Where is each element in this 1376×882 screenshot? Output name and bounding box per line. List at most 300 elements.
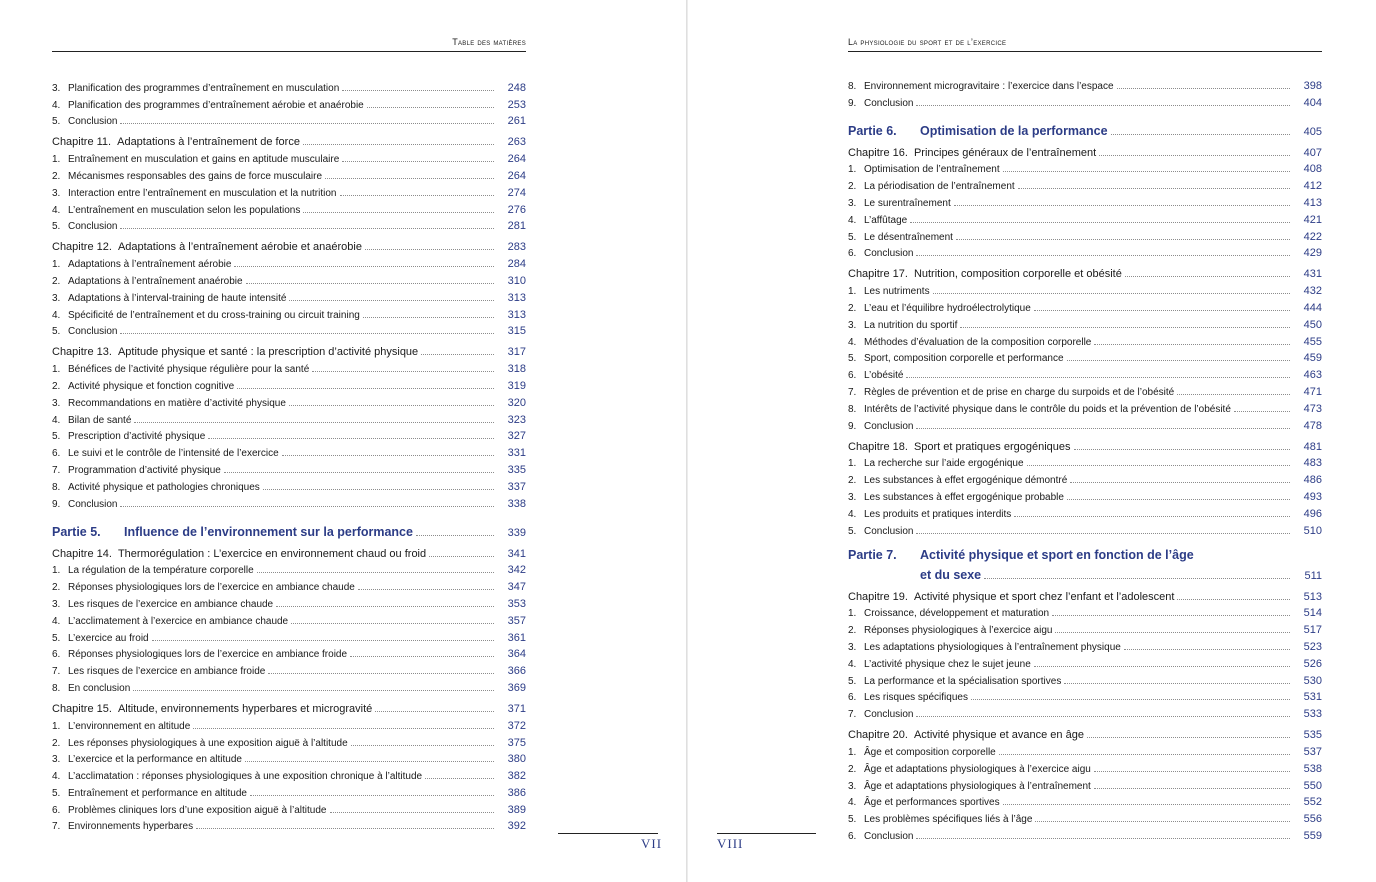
- chapter-number: Chapitre 20.: [848, 729, 908, 742]
- item-number: 7.: [52, 666, 61, 678]
- dot-leader: [933, 293, 1290, 294]
- page-number: 412: [1303, 180, 1322, 193]
- item-title: Les nutriments: [864, 286, 930, 298]
- dot-leader: [1094, 788, 1290, 789]
- chapter-number: Chapitre 17.: [848, 268, 908, 281]
- dot-leader: [416, 535, 494, 536]
- item-number: 1.: [52, 154, 61, 166]
- page-number: 496: [1303, 507, 1322, 520]
- item-title: Spécificité de l’entraînement et du cross-training ou circuit training: [68, 309, 360, 321]
- page-number: 429: [1303, 247, 1322, 260]
- chapter-number: Chapitre 11.: [52, 136, 112, 149]
- item-number: 5.: [848, 353, 857, 365]
- item-title: Adaptations à l’interval-training de haute intensité: [68, 292, 287, 304]
- item-number: 5.: [52, 326, 61, 338]
- dot-leader: [1067, 499, 1290, 500]
- dot-leader: [1014, 516, 1290, 517]
- toc-section-entry: [848, 192, 1322, 209]
- item-number: 8.: [52, 682, 61, 694]
- dot-leader: [358, 589, 494, 590]
- toc-section-entry: [52, 165, 526, 182]
- toc-section-entry: [52, 782, 526, 799]
- dot-leader: [1074, 449, 1291, 450]
- part-title: Activité physique et sport en fonction de l’âge: [920, 547, 1194, 562]
- page-number: 431: [1303, 268, 1322, 281]
- item-number: 5.: [52, 787, 61, 799]
- item-number: 7.: [52, 464, 61, 476]
- dot-leader: [1064, 683, 1290, 684]
- item-title: L’environnement en altitude: [68, 720, 191, 732]
- page-number: 320: [507, 396, 526, 409]
- item-number: 1.: [52, 364, 61, 376]
- dot-leader: [342, 161, 494, 162]
- item-number: 4.: [52, 99, 61, 111]
- item-number: 5.: [52, 116, 61, 128]
- part-number: Partie 6.: [848, 123, 897, 138]
- page-number: 550: [1303, 779, 1322, 792]
- chapter-title: Aptitude physique et santé : la prescription d’activité physique: [117, 346, 419, 359]
- item-number: 3.: [848, 491, 857, 503]
- item-number: 6.: [848, 692, 857, 704]
- item-title: Âge et composition corporelle: [864, 746, 996, 758]
- item-title: Réponses physiologiques lors de l’exercice en ambiance chaude: [68, 582, 355, 594]
- toc-section-entry: [52, 560, 526, 577]
- dot-leader: [1003, 804, 1290, 805]
- toc-section-entry: [848, 280, 1322, 297]
- item-number: 1.: [52, 565, 61, 577]
- page-number: 535: [1303, 729, 1322, 742]
- chapter-title: Principes généraux de l’entraînement: [913, 146, 1097, 159]
- dot-leader: [152, 640, 494, 641]
- toc-section-entry: [52, 358, 526, 375]
- toc-chapter-entry: [848, 142, 1322, 159]
- item-title: Le surentraînement: [864, 197, 951, 209]
- chapter-number: Chapitre 19.: [848, 590, 908, 603]
- toc-section-entry: [52, 765, 526, 782]
- item-title: La performance et la spécialisation sportives: [864, 675, 1062, 687]
- item-title: L’activité physique chez le sujet jeune: [864, 658, 1031, 670]
- item-number: 5.: [848, 814, 857, 826]
- page-number: 284: [507, 258, 526, 271]
- item-title: Conclusion: [864, 248, 914, 260]
- toc-section-entry: [52, 77, 526, 94]
- toc-section-entry: [848, 209, 1322, 226]
- dot-leader: [330, 812, 495, 813]
- page-number: 386: [507, 786, 526, 799]
- item-title: L’acclimatement à l’exercice en ambiance chaude: [68, 615, 289, 627]
- page-number: 315: [507, 325, 526, 338]
- item-number: 4.: [52, 204, 61, 216]
- item-number: 1.: [848, 286, 857, 298]
- page-number: 264: [507, 169, 526, 182]
- dot-leader: [1027, 465, 1290, 466]
- page-number: 413: [1303, 196, 1322, 209]
- chapter-title: Thermorégulation : L’exercice en environnement chaud ou froid: [117, 547, 427, 560]
- dot-leader: [245, 761, 494, 762]
- dot-leader: [1099, 155, 1290, 156]
- toc-chapter-entry: [52, 698, 526, 715]
- chapter-number: Chapitre 15.: [52, 702, 112, 715]
- toc-section-entry: [52, 375, 526, 392]
- toc-section-entry: [52, 576, 526, 593]
- dot-leader: [1087, 737, 1290, 738]
- item-title: Entraînement et performance en altitude: [68, 787, 247, 799]
- toc-section-entry: [52, 409, 526, 426]
- page-number: 511: [1304, 569, 1322, 582]
- toc-section-entry: [52, 199, 526, 216]
- dot-leader: [291, 623, 494, 624]
- dot-leader: [365, 249, 494, 250]
- item-title: Environnement microgravitaire : l’exercice dans l’espace: [864, 80, 1114, 92]
- toc-section-entry: [52, 799, 526, 816]
- chapter-number: Chapitre 13.: [52, 346, 112, 359]
- item-number: 1.: [848, 458, 857, 470]
- page-number: 478: [1303, 419, 1322, 432]
- item-number: 6.: [848, 370, 857, 382]
- dot-leader: [916, 105, 1290, 106]
- toc-section-entry: [52, 216, 526, 233]
- toc-section-entry: [52, 426, 526, 443]
- dot-leader: [1052, 615, 1290, 616]
- dot-leader: [1034, 310, 1290, 311]
- item-number: 2.: [848, 763, 857, 775]
- dot-leader: [1111, 134, 1290, 135]
- item-title: Règles de prévention et de prise en charge du surpoids et de l’obésité: [864, 386, 1175, 398]
- toc-chapter-entry: [848, 436, 1322, 453]
- item-number: 2.: [848, 302, 857, 314]
- page-number: 408: [1303, 163, 1322, 176]
- page-number: 552: [1303, 796, 1322, 809]
- item-title: La nutrition du sportif: [864, 319, 958, 331]
- dot-leader: [375, 711, 494, 712]
- chapter-title: Adaptations à l’entraînement de force: [117, 136, 300, 149]
- page-number: 261: [507, 115, 526, 128]
- item-title: Bilan de santé: [68, 414, 132, 426]
- page-number: 422: [1303, 230, 1322, 243]
- page-number: 353: [507, 597, 526, 610]
- page-number: 483: [1303, 457, 1322, 470]
- item-title: Recommandations en matière d’activité physique: [68, 397, 286, 409]
- item-number: 5.: [848, 675, 857, 687]
- item-number: 2.: [52, 582, 61, 594]
- item-number: 8.: [848, 403, 857, 415]
- page-number: 361: [507, 631, 526, 644]
- toc-section-entry: [848, 398, 1322, 415]
- dot-leader: [1070, 482, 1290, 483]
- item-title: Activité physique et pathologies chroniques: [68, 481, 260, 493]
- toc-section-entry: [52, 749, 526, 766]
- page-number: 444: [1303, 301, 1322, 314]
- page-number: 364: [507, 648, 526, 661]
- item-title: Programmation d’activité physique: [68, 464, 221, 476]
- item-title: Réponses physiologiques lors de l’exercice en ambiance froide: [68, 649, 348, 661]
- page-number: 347: [507, 581, 526, 594]
- item-title: Planification des programmes d’entraînement en musculation: [68, 82, 340, 94]
- item-number: 6.: [848, 248, 857, 260]
- item-title: Les risques de l’exercice en ambiance froide: [68, 666, 266, 678]
- toc-section-entry: [52, 287, 526, 304]
- page-number: 253: [507, 98, 526, 111]
- dot-leader: [268, 673, 494, 674]
- item-number: 2.: [52, 275, 61, 287]
- page-number: 310: [507, 274, 526, 287]
- page-number: 342: [507, 564, 526, 577]
- item-title: Les substances à effet ergogénique probable: [864, 491, 1064, 503]
- page-number: 486: [1303, 474, 1322, 487]
- page-number: 432: [1303, 285, 1322, 298]
- item-title: Les adaptations physiologiques à l’entraînement physique: [864, 641, 1121, 653]
- toc-section-entry: [52, 321, 526, 338]
- item-number: 8.: [848, 80, 857, 92]
- item-number: 1.: [848, 608, 857, 620]
- dot-leader: [351, 745, 494, 746]
- toc-section-entry: [848, 415, 1322, 432]
- folio-rule-left: [558, 833, 658, 834]
- item-number: 4.: [52, 615, 61, 627]
- page-number: 375: [507, 736, 526, 749]
- dot-leader: [954, 205, 1290, 206]
- toc-section-entry: [52, 459, 526, 476]
- item-title: La périodisation de l’entraînement: [864, 181, 1015, 193]
- dot-leader: [1067, 360, 1290, 361]
- item-number: 8.: [52, 481, 61, 493]
- toc-section-entry: [848, 364, 1322, 381]
- dot-leader: [1094, 771, 1290, 772]
- toc-section-entry: [52, 253, 526, 270]
- page-number: 481: [1303, 440, 1322, 453]
- item-number: 5.: [52, 431, 61, 443]
- item-number: 1.: [52, 259, 61, 271]
- item-number: 3.: [52, 754, 61, 766]
- item-title: L’exercice et la performance en altitude: [68, 754, 242, 766]
- dot-leader: [234, 266, 494, 267]
- page-number: 248: [507, 81, 526, 94]
- toc-section-entry: [848, 159, 1322, 176]
- item-title: La régulation de la température corporelle: [68, 565, 254, 577]
- page-number: 264: [507, 153, 526, 166]
- item-number: 3.: [52, 598, 61, 610]
- item-number: 7.: [848, 386, 857, 398]
- toc-section-entry: [848, 603, 1322, 620]
- dot-leader: [1034, 666, 1290, 667]
- page-number: 471: [1303, 385, 1322, 398]
- page-number: 317: [507, 346, 526, 359]
- page-number: 371: [507, 702, 526, 715]
- item-title: Les réponses physiologiques à une exposition aiguë à l’altitude: [68, 737, 348, 749]
- dot-leader: [363, 317, 494, 318]
- header-rule: [52, 51, 526, 52]
- chapter-title: Nutrition, composition corporelle et obésité: [913, 268, 1122, 281]
- item-title: Conclusion: [68, 498, 118, 510]
- page-number: 357: [507, 614, 526, 627]
- dot-leader: [906, 377, 1290, 378]
- page-number: 421: [1303, 213, 1322, 226]
- item-title: Âge et adaptations physiologiques à l’exercice aigu: [864, 763, 1091, 775]
- item-number: 4.: [52, 414, 61, 426]
- toc-section-entry: [52, 182, 526, 199]
- page-number: 283: [507, 241, 526, 254]
- item-title: Conclusion: [68, 326, 118, 338]
- toc-chapter-entry: [52, 131, 526, 148]
- page-number: 392: [507, 820, 526, 833]
- page-number: 281: [507, 220, 526, 233]
- toc-section-entry: [848, 520, 1322, 537]
- dot-leader: [916, 716, 1290, 717]
- item-title: La recherche sur l’aide ergogénique: [864, 458, 1024, 470]
- page-number: 335: [507, 463, 526, 476]
- toc-section-entry: [52, 493, 526, 510]
- item-title: Conclusion: [864, 420, 914, 432]
- toc-section-entry: [848, 297, 1322, 314]
- item-number: 2.: [848, 475, 857, 487]
- dot-leader: [916, 255, 1290, 256]
- item-number: 3.: [848, 319, 857, 331]
- dot-leader: [246, 283, 494, 284]
- item-number: 5.: [848, 231, 857, 243]
- page-number: 319: [507, 379, 526, 392]
- toc-section-entry: [848, 226, 1322, 243]
- toc-section-entry: [52, 593, 526, 610]
- item-title: L’affûtage: [864, 214, 908, 226]
- dot-leader: [257, 572, 494, 573]
- page-number: 318: [507, 363, 526, 376]
- item-number: 1.: [848, 746, 857, 758]
- toc-section-entry: [848, 636, 1322, 653]
- dot-leader: [250, 795, 494, 796]
- chapter-number: Chapitre 14.: [52, 547, 112, 560]
- dot-leader: [263, 489, 494, 490]
- item-title: Activité physique et fonction cognitive: [68, 380, 235, 392]
- item-number: 2.: [848, 625, 857, 637]
- toc-section-entry: [52, 610, 526, 627]
- item-number: 4.: [52, 771, 61, 783]
- chapter-title: Activité physique et avance en âge: [913, 729, 1084, 742]
- running-head: Table des matières: [452, 37, 526, 47]
- book-gutter: [686, 0, 688, 882]
- dot-leader: [367, 107, 494, 108]
- toc-section-entry: [848, 775, 1322, 792]
- dot-leader: [910, 222, 1290, 223]
- item-number: 1.: [52, 720, 61, 732]
- dot-leader: [134, 422, 494, 423]
- page-number: 263: [507, 136, 526, 149]
- item-number: 5.: [52, 221, 61, 233]
- toc-section-entry: [848, 175, 1322, 192]
- item-title: Réponses physiologiques à l’exercice aigu: [864, 625, 1053, 637]
- running-head: La physiologie du sport et de l’exercice: [848, 37, 1007, 47]
- header-rule: [848, 51, 1322, 52]
- page-number: 463: [1303, 369, 1322, 382]
- page-number: 493: [1303, 490, 1322, 503]
- dot-leader: [1003, 171, 1290, 172]
- dot-leader: [1035, 821, 1290, 822]
- item-title: Interaction entre l’entraînement en musculation et la nutrition: [68, 187, 337, 199]
- item-number: 6.: [52, 649, 61, 661]
- toc-section-entry: [848, 758, 1322, 775]
- toc-section-entry: [848, 741, 1322, 758]
- dot-leader: [133, 690, 494, 691]
- toc-section-entry: [52, 392, 526, 409]
- toc-chapter-entry: [848, 586, 1322, 603]
- toc-section-entry: [848, 808, 1322, 825]
- dot-leader: [303, 144, 494, 145]
- chapter-number: Chapitre 12.: [52, 241, 112, 254]
- item-number: 3.: [848, 780, 857, 792]
- page-number: 398: [1303, 79, 1322, 92]
- dot-leader: [340, 195, 495, 196]
- toc-section-entry: [848, 687, 1322, 704]
- item-number: 4.: [848, 658, 857, 670]
- item-title: L’eau et l’équilibre hydroélectrolytique: [864, 302, 1031, 314]
- item-number: 1.: [848, 164, 857, 176]
- toc-section-entry: [848, 381, 1322, 398]
- page-number: 450: [1303, 318, 1322, 331]
- toc-entries: [52, 77, 526, 832]
- dot-leader: [196, 828, 494, 829]
- item-title: L’acclimatation : réponses physiologiques à une exposition chronique à l’altitude: [68, 771, 423, 783]
- item-title: Mécanismes responsables des gains de force musculaire: [68, 170, 323, 182]
- page-number: 526: [1303, 657, 1322, 670]
- item-title: Optimisation de l’entraînement: [864, 164, 1000, 176]
- item-number: 3.: [52, 82, 61, 94]
- item-number: 7.: [52, 821, 61, 833]
- dot-leader: [276, 606, 494, 607]
- page-number: 513: [1303, 590, 1322, 603]
- item-title: Les substances à effet ergogénique démontré: [864, 475, 1068, 487]
- item-number: 9.: [848, 97, 857, 109]
- toc-section-entry: [848, 243, 1322, 260]
- page-number: 514: [1303, 607, 1322, 620]
- item-title: Les risques spécifiques: [864, 692, 968, 704]
- dot-leader: [1177, 599, 1290, 600]
- page-number: 389: [507, 803, 526, 816]
- folio-rule-right: [717, 833, 816, 834]
- chapter-title: Altitude, environnements hyperbares et microgravité: [117, 702, 373, 715]
- page-number: 327: [507, 430, 526, 443]
- page-number: 331: [507, 447, 526, 460]
- toc-section-entry: [52, 304, 526, 321]
- chapter-title: Adaptations à l’entraînement aérobie et anaérobie: [117, 241, 362, 254]
- item-number: 3.: [848, 197, 857, 209]
- toc-section-entry: [848, 825, 1322, 842]
- dot-leader: [1018, 188, 1290, 189]
- chapter-title: Activité physique et sport chez l’enfant et l’adolescent: [913, 590, 1175, 603]
- item-number: 3.: [848, 641, 857, 653]
- item-number: 4.: [52, 309, 61, 321]
- dot-leader: [1117, 88, 1290, 89]
- toc-section-entry: [848, 653, 1322, 670]
- right-page: [848, 0, 1322, 882]
- item-number: 7.: [848, 709, 857, 721]
- page-number: 366: [507, 665, 526, 678]
- dot-leader: [421, 354, 494, 355]
- dot-leader: [120, 506, 494, 507]
- item-number: 2.: [52, 170, 61, 182]
- chapter-title: Sport et pratiques ergogéniques: [913, 440, 1071, 453]
- page-number: 276: [507, 203, 526, 216]
- dot-leader: [120, 123, 494, 124]
- toc-section-entry: [848, 670, 1322, 687]
- item-number: 5.: [848, 525, 857, 537]
- page-number: 323: [507, 413, 526, 426]
- dot-leader: [1177, 394, 1290, 395]
- item-title: Les risques de l’exercice en ambiance chaude: [68, 598, 274, 610]
- item-title: Conclusion: [864, 830, 914, 842]
- dot-leader: [1094, 344, 1290, 345]
- page-number: 382: [507, 770, 526, 783]
- item-title: Bénéfices de l’activité physique régulière pour la santé: [68, 364, 310, 376]
- item-title: En conclusion: [68, 682, 131, 694]
